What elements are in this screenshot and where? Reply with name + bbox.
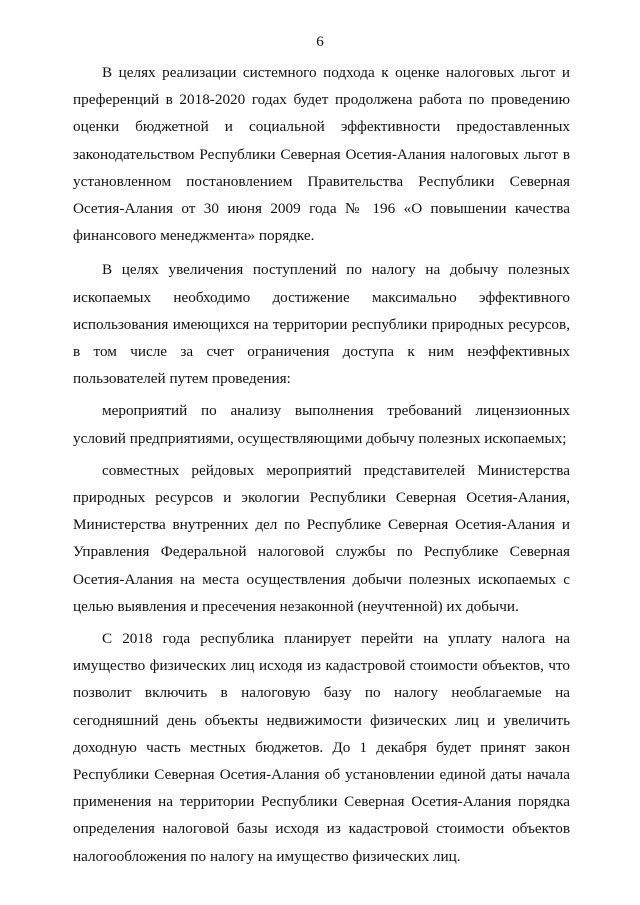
paragraph-property-tax-cadastral: С 2018 года республика планирует перейти на уплату налога на имущество физических лиц исходя из кадастровой стоимости объектов, что позволит включить в налоговую базу по налогу необлагаемые на сегодняшний день объекты недвижимости физических лиц и увеличить доходную часть местных бюджетов. До 1 декабря будет принят закон Республики Северная Осетия-Алания об установлении единой даты начала применения на территории Республики Северная Осетия-Алания порядка определения налоговой базы исходя из кадастровой стоимости объектов налогообложения по налогу на имущество физических лиц. xyxy=(73,630,570,865)
document-body xyxy=(73,59,570,870)
page-number: 6 xyxy=(316,34,324,50)
paragraph-joint-raids: совместных рейдовых мероприятий представителей Министерства природных ресурсов и экологии Республики Северная Осетия-Алания, Министерства внутренних дел по Республике Северная Осетия-Алания и Управления Федеральной налоговой службы по Республике Северная Осетия-Алания на места осуществления добычи полезных ископаемых с целью выявления и пресечения незаконной (неучтенной) их добычи. xyxy=(73,461,570,615)
paragraph-license-conditions-analysis: мероприятий по анализу выполнения требований лицензионных условий предприятиями, осуществляющими добычу полезных ископаемых; xyxy=(73,402,570,447)
paragraph-tax-benefits-assessment: В целях реализации системного подхода к оценке налоговых льгот и преференций в 2018-2020 годах будет продолжена работа по проведению оценки бюджетной и социальной эффективности предоставленных законодательством Республики Северная Осетия-Алания налоговых льгот в установленном постановлением Правительства Республики Северная Осетия-Алания от 30 июня 2009 года № 196 «О повышении качества финансового менеджмента» порядке. xyxy=(73,64,570,245)
paragraph-mineral-extraction-tax: В целях увеличения поступлений по налогу на добычу полезных ископаемых необходимо достижение максимально эффективного использования имеющихся на территории республики природных ресурсов, в том числе за счет ограничения доступа к ним неэффективных пользователей путем проведения: xyxy=(73,261,570,388)
